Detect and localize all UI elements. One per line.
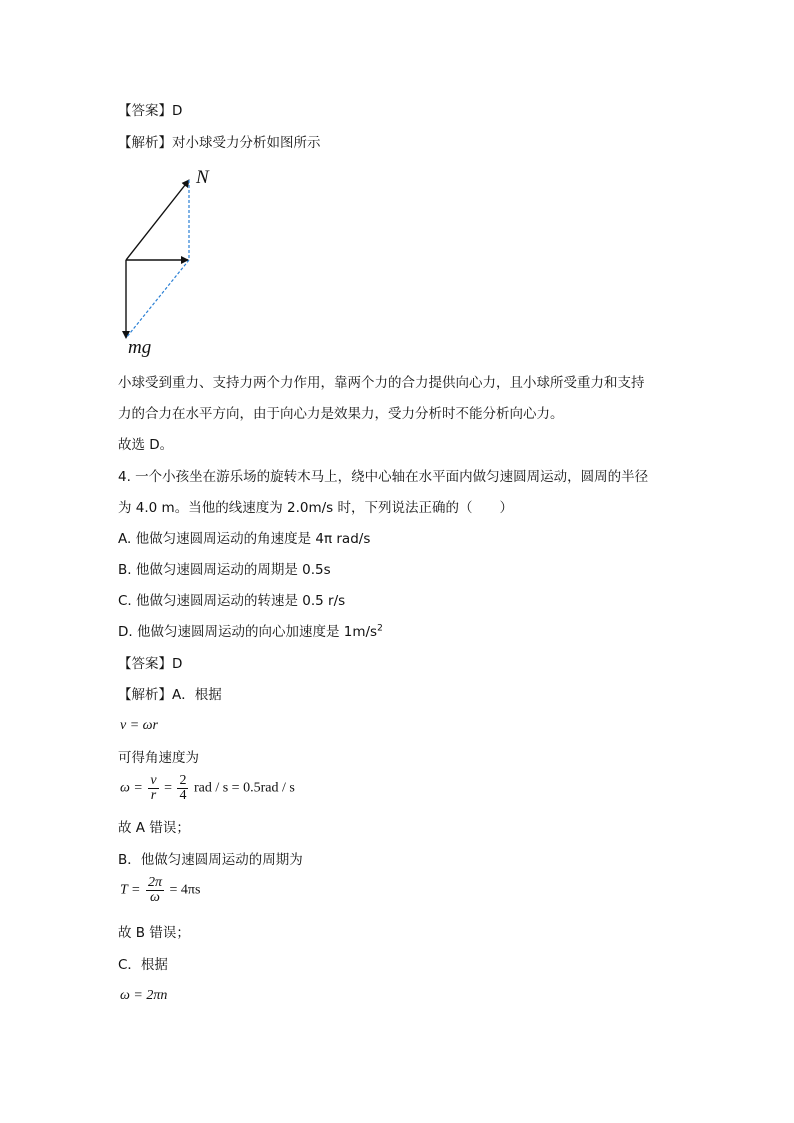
option-d-sup: 2 bbox=[377, 623, 383, 634]
analysis-label-2: 【解析】 bbox=[118, 687, 172, 703]
fraction-4-den: 4 bbox=[179, 788, 187, 803]
option-d bbox=[118, 623, 383, 641]
option-d-text: D. 他做匀速圆周运动的向心加速度是 1m/s bbox=[118, 624, 378, 640]
fraction-omega-den: ω bbox=[150, 890, 160, 905]
option-c: C. 他做匀速圆周运动的转速是 0.5 r/s bbox=[118, 593, 346, 609]
dashed-diagonal bbox=[126, 260, 189, 338]
answer-value-2: D bbox=[172, 656, 183, 672]
fraction-2-over-4 bbox=[177, 774, 188, 803]
eq2-mid: = bbox=[164, 780, 172, 796]
option-a: A. 他做匀速圆周运动的角速度是 4π rad/s bbox=[118, 531, 371, 547]
analysis-text-2: A．根据 bbox=[172, 687, 222, 703]
fraction-r-den: r bbox=[150, 788, 157, 803]
analysis-text: 对小球受力分析如图所示 bbox=[172, 135, 321, 151]
analysis-line-2 bbox=[118, 686, 222, 704]
equation-period bbox=[120, 876, 200, 905]
label-n: N bbox=[196, 167, 209, 188]
eq2-rhs: rad / s = 0.5rad / s bbox=[193, 780, 295, 796]
fraction-2-num: 2 bbox=[179, 773, 187, 788]
label-mg: mg bbox=[128, 337, 152, 358]
paragraph-line-2: 力的合力在水平方向，由于向心力是效果力，受力分析时不能分析向心力。 bbox=[118, 406, 564, 422]
eq2-lhs: ω = bbox=[120, 780, 143, 796]
analysis-line bbox=[118, 134, 321, 152]
option-b: B. 他做匀速圆周运动的周期是 0.5s bbox=[118, 562, 331, 578]
question-4-line-2: 为 4.0 m。当他的线速度为 2.0m/s 时，下列说法正确的（ ） bbox=[118, 500, 513, 516]
paragraph-line-1: 小球受到重力、支持力两个力作用，靠两个力的合力提供向心力，且小球所受重力和支持 bbox=[118, 375, 645, 391]
answer-line bbox=[118, 102, 182, 120]
eq3-rhs: = 4πs bbox=[169, 882, 201, 898]
wrong-a-line: 故 A 错误； bbox=[118, 820, 190, 836]
answer-line-2 bbox=[118, 655, 182, 673]
force-diagram bbox=[110, 162, 220, 362]
text-angular-velocity: 可得角速度为 bbox=[118, 750, 199, 766]
wrong-b-line: 故 B 错误； bbox=[118, 925, 190, 941]
equation-v-omega-r: v = ωr bbox=[120, 718, 158, 733]
choose-line: 故选 D。 bbox=[118, 437, 174, 453]
question-4-line-1: 4. 一个小孩坐在游乐场的旋转木马上，绕中心轴在水平面内做匀速圆周运动，圆周的半径 bbox=[118, 469, 649, 485]
normal-force-arrow bbox=[126, 180, 189, 260]
answer-value: D bbox=[172, 103, 183, 119]
fraction-2pi-over-omega bbox=[146, 876, 164, 905]
equation-omega-2pi-n: ω = 2πn bbox=[120, 988, 168, 1003]
equation-angular-velocity bbox=[120, 774, 295, 803]
answer-label-2: 【答案】 bbox=[118, 656, 172, 672]
fraction-2pi-num: 2π bbox=[147, 875, 162, 890]
analysis-label: 【解析】 bbox=[118, 135, 172, 151]
eq3-lhs: T = bbox=[120, 882, 141, 898]
answer-label: 【答案】 bbox=[118, 103, 172, 119]
text-period: B．他做匀速圆周运动的周期为 bbox=[118, 852, 303, 868]
fraction-v-over-r bbox=[148, 774, 158, 803]
fraction-v-num: v bbox=[150, 773, 157, 788]
text-c-according: C．根据 bbox=[118, 957, 168, 973]
